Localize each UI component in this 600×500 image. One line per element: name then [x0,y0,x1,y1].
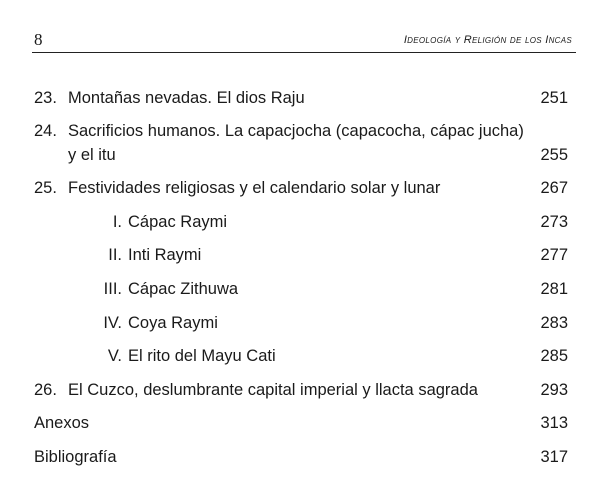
toc-entry-page: 293 [540,381,568,399]
toc-entry-page: 251 [540,89,568,107]
toc-entry-number: 24. [34,122,57,140]
toc-entry-number: 23. [34,89,57,107]
toc-entry-page: 255 [540,146,568,164]
toc-entry-title: Cápac Zithuwa [128,280,239,298]
page-header [32,30,576,53]
toc-entry-page: 277 [540,246,568,264]
toc-entry-number: 25. [34,179,57,197]
toc-entry-number: I. [112,213,122,231]
toc-entry-page: 267 [540,179,568,197]
toc-entry-page: 313 [540,414,568,432]
toc-entry-page: 273 [540,213,568,231]
toc-entry-number: V. [107,347,122,365]
toc-entry-number: IV. [103,314,122,332]
toc-entry-title: El rito del Mayu Cati [128,347,276,365]
toc-entry-page: 317 [540,448,568,466]
toc-entry-title: Montañas nevadas. El dios Raju [68,89,305,107]
toc-entry-title: Festividades religiosas y el calendario solar y lunar [68,179,441,197]
toc-entry-number: 26. [34,381,57,399]
toc-entry-page: 281 [540,280,568,298]
toc-entry-title-continued: y el itu [68,146,116,164]
toc-entry-page: 285 [540,347,568,365]
toc-entry-title: Anexos [34,414,90,432]
toc-entry-page: 283 [540,314,568,332]
toc-entry-title: Inti Raymi [128,246,202,264]
toc-entry-title: Coya Raymi [128,314,218,332]
toc-entry-number: II. [108,246,122,264]
page-number: 8 [34,30,43,49]
toc-entry-title: Cápac Raymi [128,213,228,231]
toc-entry-number: III. [103,280,122,298]
running-title: Ideología y Religión de los Incas [403,34,572,46]
toc-entry-title: Sacrificios humanos. La capacjocha (capacocha, cápac jucha) [68,122,524,140]
toc-entry-title: El Cuzco, deslumbrante capital imperial y llacta sagrada [68,381,478,399]
toc-entry-title: Bibliografía [34,448,117,466]
